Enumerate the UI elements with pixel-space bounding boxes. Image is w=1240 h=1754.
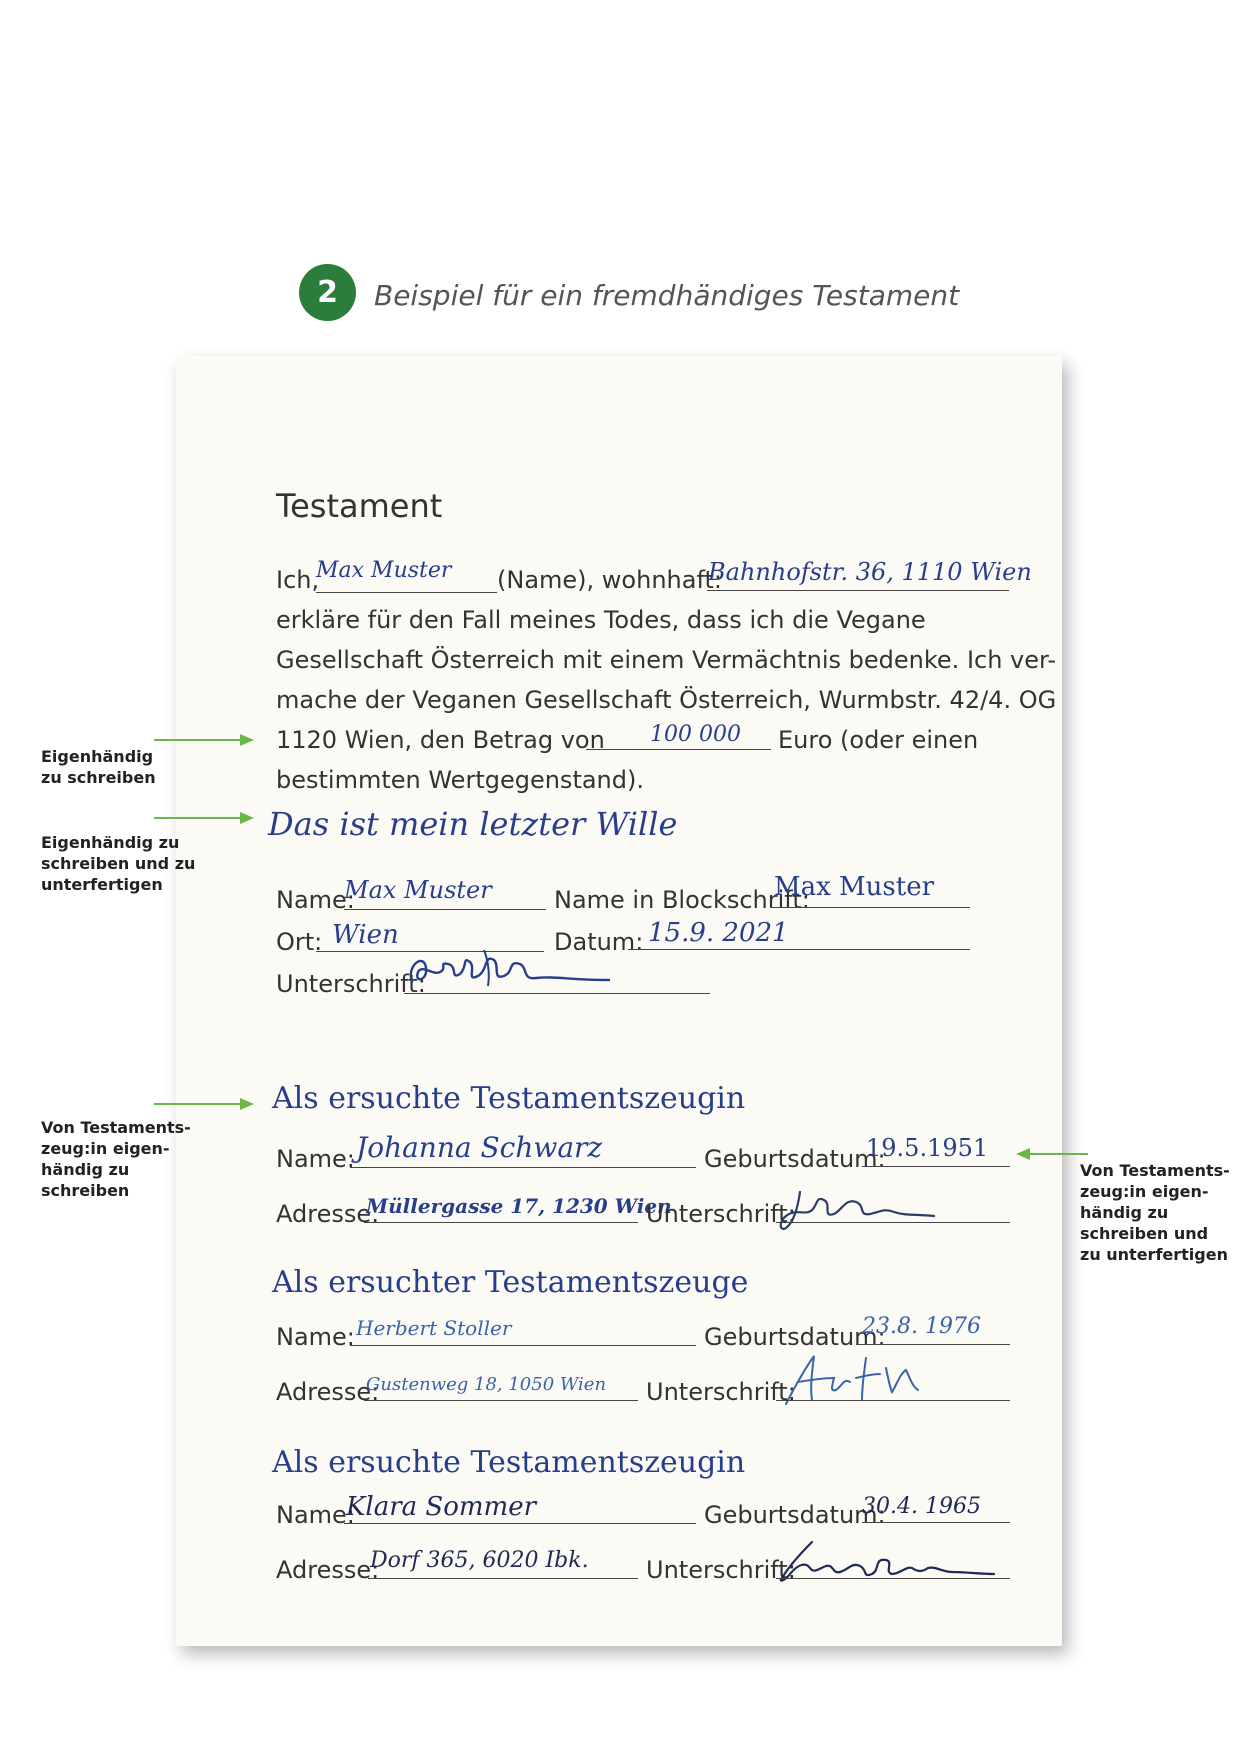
witness3-address-handwritten: Dorf 365, 6020 Ibk. [370,1548,589,1573]
witness1-name-underline [350,1167,696,1168]
line1-name-underline [316,592,497,593]
witness2-signature-underline [776,1400,1010,1401]
witness3-address-label: Adresse: [276,1556,380,1584]
line5-prefix: 1120 Wien, den Betrag von [276,726,605,754]
last-will-handwritten: Das ist mein letzter Wille [268,805,678,843]
annotation-witness-write-sign: Von Testaments- zeug:in eigen- händig zu schreiben und zu unterfertigen [1080,1161,1230,1264]
amount-handwritten: 100 000 [650,722,741,747]
annotation-own-hand-write: Eigenhändig zu schreiben [41,747,156,787]
block-name-label: Name in Blockschrift: [554,886,810,914]
annotation-own-hand-write-sign: Eigenhändig zu schreiben und zu unterfertigen [41,833,196,894]
witness2-address-label: Adresse: [276,1378,380,1406]
witness3-name-label: Name: [276,1501,355,1529]
witness3-dob-underline [862,1522,1010,1523]
document-title: Testament [276,487,443,525]
date-handwritten: 15.9. 2021 [648,918,789,948]
witness3-dob-handwritten: 30.4. 1965 [862,1494,981,1519]
line5-suffix: Euro (oder einen [778,726,979,754]
witness1-dob-underline [862,1166,1010,1167]
witness3-name-underline [344,1523,696,1524]
witness1-name-label: Name: [276,1145,355,1173]
line1-prefix: Ich, [276,566,320,594]
amount-underline [586,749,771,750]
witness1-name-handwritten: Johanna Schwarz [356,1131,603,1164]
testator-name2-handwritten: Max Muster [344,876,492,904]
testator-name-label: Name: [276,886,355,914]
date-underline [628,949,970,950]
witness1-heading-handwritten: Als ersuchte Testamentszeugin [272,1081,746,1116]
witness3-signature-underline [776,1578,1010,1579]
arrow-right-icon [152,1094,256,1114]
witness3-address-underline [368,1578,638,1579]
witness2-signature-label: Unterschrift: [646,1378,796,1406]
document-line4: mache der Veganen Gesellschaft Österreich, Wurmbstr. 42/4. OG [276,686,1057,714]
section-number-badge: 2 [299,264,356,321]
testator-address-handwritten: Bahnhofstr. 36, 1110 Wien [708,558,1032,586]
witness3-dob-label: Geburtsdatum: [704,1501,886,1529]
testator-name-underline [344,909,546,910]
witness3-signature-label: Unterschrift: [646,1556,796,1584]
witness2-address-underline [364,1400,638,1401]
testator-name-handwritten: Max Muster [316,558,452,583]
witness1-dob-handwritten: 19.5.1951 [866,1134,989,1162]
witness2-address-handwritten: Gustenweg 18, 1050 Wien [366,1374,607,1395]
arrow-left-icon [1014,1144,1090,1164]
witness2-name-handwritten: Herbert Stoller [356,1316,512,1340]
witness2-dob-label: Geburtsdatum: [704,1323,886,1351]
block-name-underline [770,907,970,908]
section-heading: Beispiel für ein fremdhändiges Testament [374,279,960,312]
document-line3: Gesellschaft Österreich mit einem Vermächtnis bedenke. Ich ver- [276,646,1057,674]
testator-signature-underline [404,993,710,994]
witness2-name-label: Name: [276,1323,355,1351]
testator-signature-label: Unterschrift: [276,970,426,998]
witness3-name-handwritten: Klara Sommer [346,1492,537,1522]
document-line2: erkläre für den Fall meines Todes, dass ich die Vegane [276,606,926,634]
place-label: Ort: [276,928,323,956]
witness1-address-label: Adresse: [276,1200,380,1228]
place-handwritten: Wien [332,920,399,950]
arrow-right-icon [152,730,256,750]
witness1-address-handwritten: Müllergasse 17, 1230 Wien [366,1194,672,1218]
witness1-dob-label: Geburtsdatum: [704,1145,886,1173]
line1-address-underline [707,590,1009,591]
annotation-witness-write: Von Testaments- zeug:in eigen- händig zu schreiben [41,1118,191,1200]
witness1-address-underline [364,1222,638,1223]
witness3-heading-handwritten: Als ersuchte Testamentszeugin [272,1445,746,1480]
witness1-signature [776,1186,936,1236]
witness2-name-underline [350,1345,696,1346]
arrow-right-icon [152,808,256,828]
block-name-handwritten: Max Muster [774,872,935,902]
date-label: Datum: [554,928,644,956]
witness2-dob-handwritten: 23.8. 1976 [862,1314,981,1339]
line1-name-label: (Name), wohnhaft: [497,566,722,594]
witness2-dob-underline [856,1344,1010,1345]
document-line6: bestimmten Wertgegenstand). [276,766,644,794]
witness2-heading-handwritten: Als ersuchter Testamentszeuge [272,1265,749,1300]
testator-signature [404,946,614,996]
witness1-signature-label: Unterschrift: [646,1200,796,1228]
witness1-signature-underline [776,1222,1010,1223]
